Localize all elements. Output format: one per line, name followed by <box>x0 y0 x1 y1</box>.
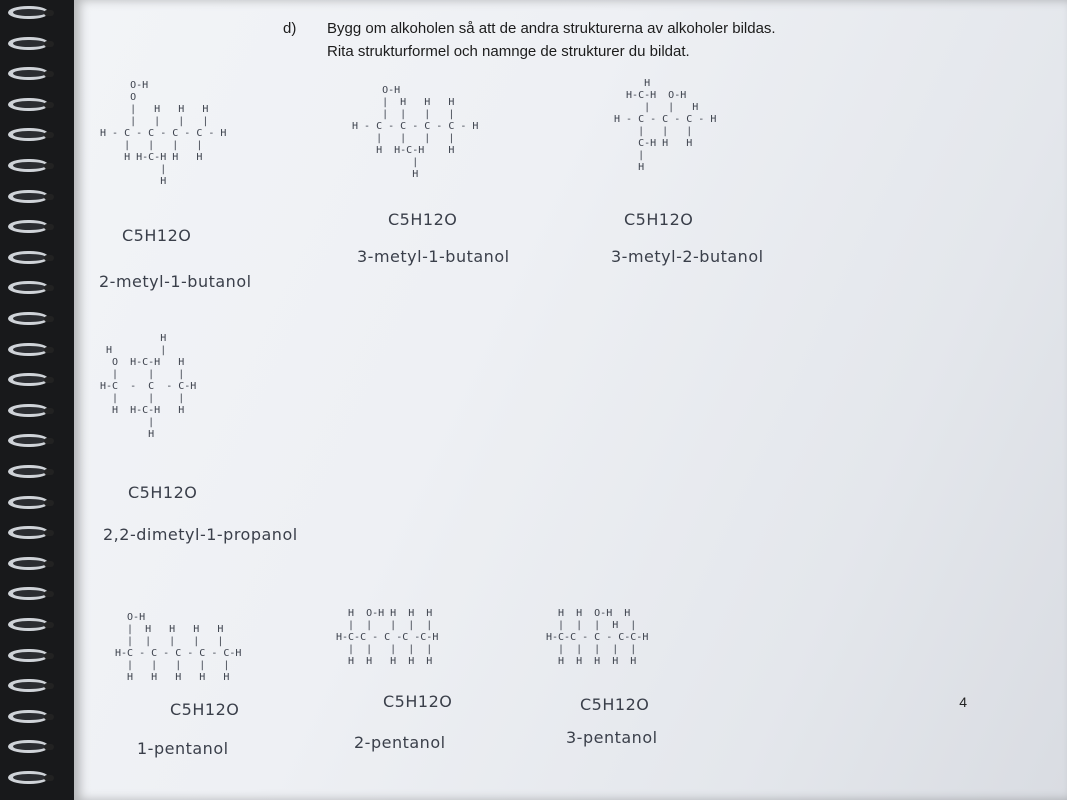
binding-ring <box>8 465 48 478</box>
binding-ring <box>8 98 48 111</box>
binding-ring <box>8 679 48 692</box>
binding-ring <box>8 190 48 203</box>
structural-formula-2-metyl-1-butanol: O-H O | H H H | | | | H - C - C - C - C - H | | | | H H-C-H H H | H <box>100 80 227 187</box>
binding-ring <box>8 649 48 662</box>
binding-ring <box>8 37 48 50</box>
binding-ring <box>8 710 48 723</box>
binding-ring <box>8 587 48 600</box>
binding-ring <box>8 6 48 19</box>
molecular-formula: C5H12O <box>122 226 192 245</box>
binding-ring <box>8 496 48 509</box>
molecular-formula: C5H12O <box>383 692 453 711</box>
binding-ring <box>8 373 48 386</box>
structural-formula-2-2-dimetyl-1-propanol: H H | O H-C-H H | | | H-C - C - C-H | | | H H-C-H H | H <box>100 333 197 440</box>
binding-ring <box>8 771 48 784</box>
binding-ring <box>8 557 48 570</box>
binding-ring <box>8 526 48 539</box>
binding-ring <box>8 434 48 447</box>
compound-name: 2-pentanol <box>354 733 446 752</box>
page-number: 4 <box>959 694 967 710</box>
task-instruction-line-1: Bygg om alkoholen så att de andra strukturerna av alkoholer bildas. <box>327 20 776 37</box>
binding-ring <box>8 618 48 631</box>
binding-ring <box>8 128 48 141</box>
task-instruction-line-2: Rita strukturformel och namnge de strukturer du bildat. <box>327 43 690 60</box>
binding-ring <box>8 740 48 753</box>
molecular-formula: C5H12O <box>388 210 458 229</box>
binding-ring <box>8 159 48 172</box>
binding-ring <box>8 281 48 294</box>
structural-formula-3-metyl-2-butanol: H H-C-H O-H | | H H - C - C - C - H | | | C-H H H | H <box>614 78 717 173</box>
molecular-formula: C5H12O <box>128 483 198 502</box>
compound-name: 2-metyl-1-butanol <box>99 272 252 291</box>
compound-name: 3-pentanol <box>566 728 658 747</box>
binding-ring <box>8 312 48 325</box>
compound-name: 3-metyl-1-butanol <box>357 247 510 266</box>
molecular-formula: C5H12O <box>580 695 650 714</box>
task-label: d) <box>283 20 297 37</box>
binding-ring <box>8 404 48 417</box>
binding-ring <box>8 67 48 80</box>
compound-name: 1-pentanol <box>137 739 229 758</box>
binding-ring <box>8 220 48 233</box>
compound-name: 3-metyl-2-butanol <box>611 247 764 266</box>
binding-ring <box>8 343 48 356</box>
compound-name: 2,2-dimetyl-1-propanol <box>103 525 298 544</box>
structural-formula-1-pentanol: O-H | H H H H | | | | | H-C - C - C - C - C-H | | | | | H H H H H <box>115 612 242 683</box>
structural-formula-2-pentanol: H O-H H H H | | | | | H-C-C - C -C -C-H | | | | | H H H H H <box>336 608 439 667</box>
molecular-formula: C5H12O <box>170 700 240 719</box>
structural-formula-3-pentanol: H H O-H H | | | H | H-C-C - C - C-C-H | | | | | H H H H H <box>546 608 649 667</box>
binding-ring <box>8 251 48 264</box>
molecular-formula: C5H12O <box>624 210 694 229</box>
spiral-binding <box>0 0 76 800</box>
structural-formula-3-metyl-1-butanol: O-H | H H H | | | | H - C - C - C - C - H | | | | H H-C-H H | H <box>352 85 479 180</box>
